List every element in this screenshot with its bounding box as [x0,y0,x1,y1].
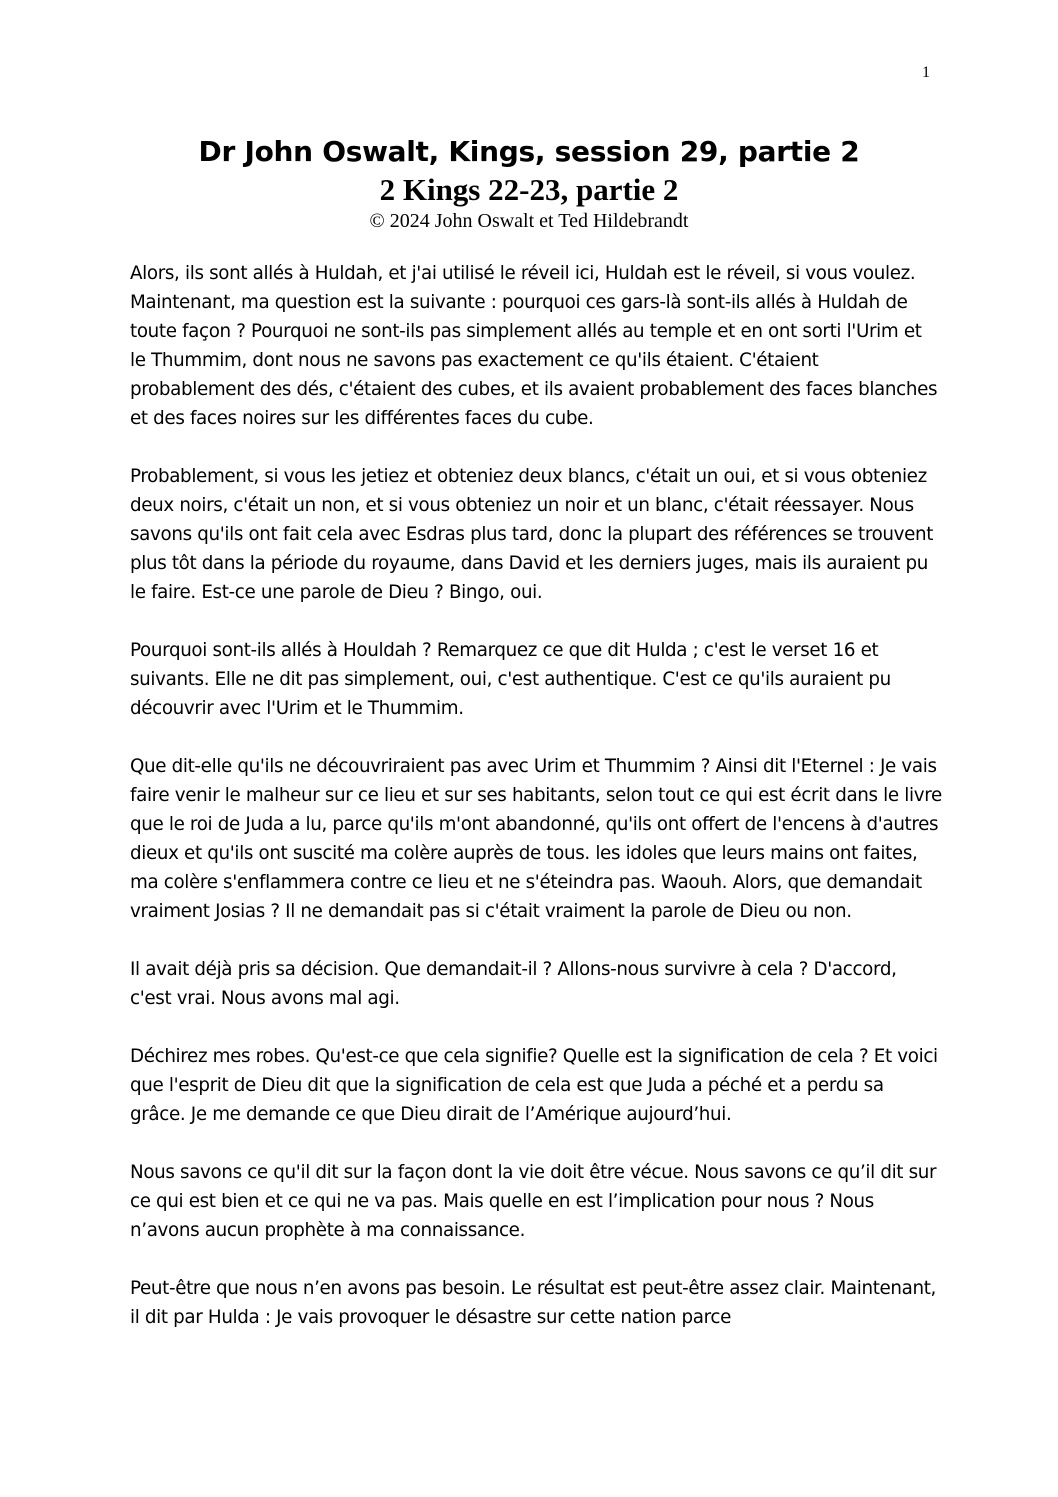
page-number: 1 [922,64,930,81]
transcript-body [130,259,942,1361]
paragraph: Que dit-elle qu'ils ne découvriraient pas avec Urim et Thummim ? Ainsi dit l'Eternel : Je vais faire venir le malheur sur ce lieu et sur ses habitants, selon tout ce qui est écrit dans le livre que le roi de Juda a lu, parce qu'ils m'ont abandonné, qu'ils ont offert de l'encens à d'autres dieux et qu'ils ont suscité ma colère auprès de tous. les idoles que leurs mains ont faites, ma colère s'enflammera contre ce lieu et ne s'éteindra pas. Waouh. Alors, que demandait vraiment Josias ? Il ne demandait pas si c'était vraiment la parole de Dieu ou non. [130,756,942,922]
paragraph: Peut-être que nous n’en avons pas besoin. Le résultat est peut-être assez clair. Maintenant, il dit par Hulda : Je vais provoquer le désastre sur cette nation parce [130,1278,937,1328]
paragraph: Nous savons ce qu'il dit sur la façon dont la vie doit être vécue. Nous savons ce qu’il dit sur ce qui est bien et ce qui ne va pas. Mais quelle en est l’implication pour nous ? Nous n’avons aucun prophète à ma connaissance. [130,1162,937,1241]
paragraph: Probablement, si vous les jetiez et obteniez deux blancs, c'était un oui, et si vous obteniez deux noirs, c'était un non, et si vous obteniez un noir et un blanc, c'était réessayer. Nous savons qu'ils ont fait cela avec Esdras plus tard, donc la plupart des références se trouvent plus tôt dans la période du royaume, dans David et les derniers juges, mais ils auraient pu le faire. Est-ce une parole de Dieu ? Bingo, oui. [130,466,934,603]
paragraph: Il avait déjà pris sa décision. Que demandait-il ? Allons-nous survivre à cela ? D'accord, c'est vrai. Nous avons mal agi. [130,959,897,1009]
document-header [0,132,1058,234]
document-title: Dr John Oswalt, Kings, session 29, partie 2 [198,135,860,168]
paragraph: Déchirez mes robes. Qu'est-ce que cela signifie? Quelle est la signification de cela ? Et voici que l'esprit de Dieu dit que la signification de cela est que Juda a péché et a perdu sa grâce. Je me demande ce que Dieu dirait de l’Amérique aujourd’hui. [130,1046,938,1125]
paragraph: Alors, ils sont allés à Huldah, et j'ai utilisé le réveil ici, Huldah est le réveil, si vous voulez. Maintenant, ma question est la suivante : pourquoi ces gars-là sont-ils allés à Huldah de toute façon ? Pourquoi ne sont-ils pas simplement allés au temple et en ont sorti l'Urim et le Thummim, dont nous ne savons pas exactement ce qu'ils étaient. C'étaient probablement des dés, c'étaient des cubes, et ils avaient probablement des faces blanches et des faces noires sur les différentes faces du cube. [130,263,938,429]
document-subtitle: 2 Kings 22-23, partie 2 [379,172,679,207]
copyright-line: © 2024 John Oswalt et Ted Hildebrandt [369,210,689,232]
paragraph: Pourquoi sont-ils allés à Houldah ? Remarquez ce que dit Hulda ; c'est le verset 16 et suivants. Elle ne dit pas simplement, oui, c'est authentique. C'est ce qu'ils auraient pu découvrir avec l'Urim et le Thummim. [130,640,891,719]
